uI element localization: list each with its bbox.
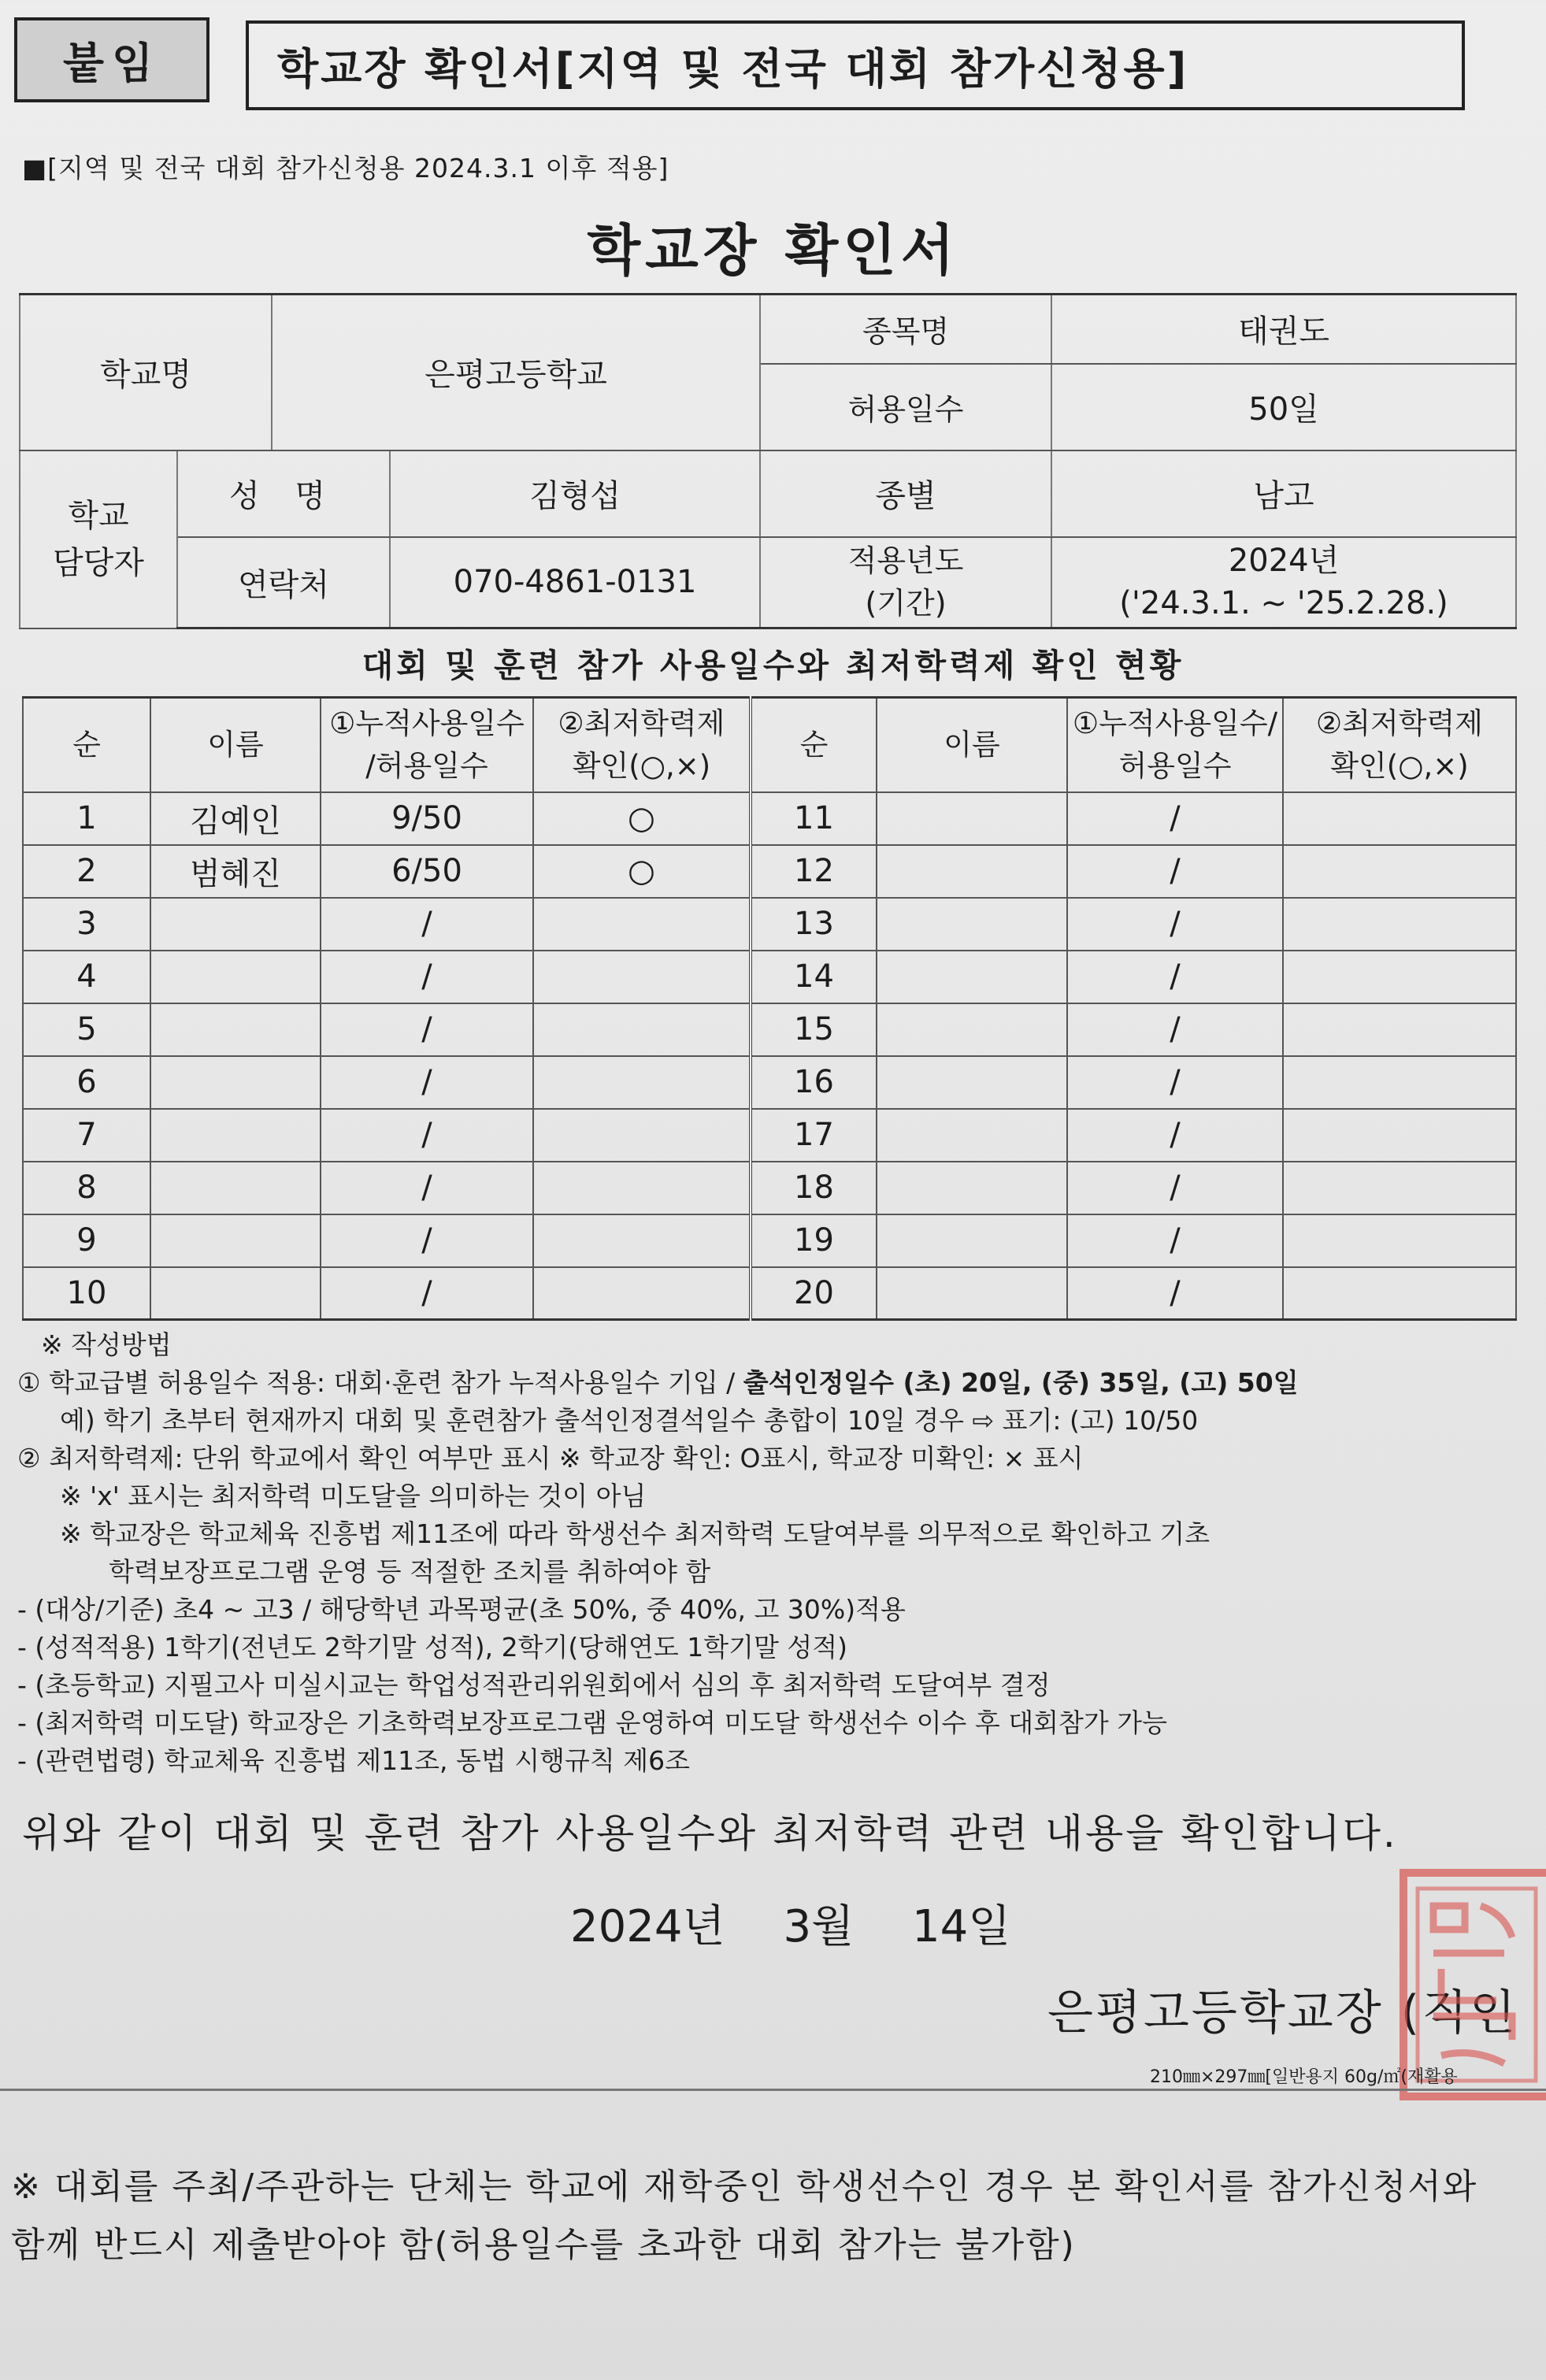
instruction-line — [17, 1704, 1545, 1742]
row-no-right: 19 — [751, 1214, 877, 1267]
instruction-text: 학력보장프로그램 운영 등 적절한 조치를 취하여야 함 — [109, 1556, 711, 1587]
instruction-text: ① 학교급별 허용일수 적용: 대회·훈련 참가 누적사용일수 기입 / — [17, 1367, 743, 1398]
row-no-right: 13 — [751, 898, 877, 951]
header-no-left: 순 — [23, 698, 150, 792]
row-no-right: 12 — [751, 845, 877, 898]
instruction-line — [17, 1515, 1545, 1553]
row-days-left: / — [321, 951, 533, 1003]
table-row — [23, 845, 1516, 898]
instruction-line — [17, 1364, 1545, 1402]
row-days-left: / — [321, 1214, 533, 1267]
row-no-right: 17 — [751, 1109, 877, 1162]
row-name-right — [877, 1003, 1067, 1056]
row-days-left: / — [321, 1056, 533, 1109]
sport-value: 태권도 — [1051, 295, 1516, 364]
row-days-right: / — [1067, 1109, 1283, 1162]
header-check-left: ②최저학력제 확인(○,×) — [533, 698, 751, 792]
row-days-left: / — [321, 1109, 533, 1162]
instructions-title: ※ 작성방법 — [41, 1329, 172, 1360]
row-days-left: / — [321, 1003, 533, 1056]
instruction-line — [17, 1477, 1545, 1515]
row-name-right — [877, 1214, 1067, 1267]
row-check-left — [533, 898, 751, 951]
document-title: 학교장 확인서 — [587, 218, 959, 283]
instruction-emphasis: 출석인정일수 (초) 20일, (중) 35일, (고) 50일 — [743, 1367, 1299, 1398]
manager-label: 학교 담당자 — [20, 450, 177, 628]
header-days-left: ①누적사용일수 /허용일수 — [321, 698, 533, 792]
row-check-left — [533, 1162, 751, 1214]
table-row — [23, 951, 1516, 1003]
row-no-right: 18 — [751, 1162, 877, 1214]
athlete-roster-table — [22, 696, 1517, 1321]
row-days-right: / — [1067, 1162, 1283, 1214]
row-no-right: 16 — [751, 1056, 877, 1109]
row-check-left — [533, 1056, 751, 1109]
row-days-right: / — [1067, 845, 1283, 898]
table-row — [23, 1162, 1516, 1214]
school-name-value: 은평고등학교 — [272, 295, 760, 450]
row-name-left: 범혜진 — [150, 845, 321, 898]
row-days-right: / — [1067, 898, 1283, 951]
row-no-right: 20 — [751, 1267, 877, 1320]
instruction-line — [17, 1666, 1545, 1704]
row-check-right — [1283, 1267, 1516, 1320]
sport-label: 종목명 — [760, 295, 1051, 364]
row-days-left: / — [321, 898, 533, 951]
row-check-right — [1283, 1056, 1516, 1109]
instruction-text: 예) 학기 초부터 현재까지 대회 및 훈련참가 출석인정결석일수 총합이 10일 경우 ⇨ 표기: (고) 10/50 — [60, 1405, 1199, 1436]
date-year: 2024년 — [570, 1901, 725, 1952]
row-name-right — [877, 1109, 1067, 1162]
roster-section-title: 대회 및 훈련 참가 사용일수와 최저학력제 확인 현황 — [361, 647, 1185, 684]
row-check-right — [1283, 792, 1516, 845]
form-header-title: 학교장 확인서[지역 및 전국 대회 참가신청용] — [246, 20, 1465, 110]
row-name-right — [877, 951, 1067, 1003]
row-no-left: 4 — [23, 951, 150, 1003]
table-row — [23, 1214, 1516, 1267]
instruction-line — [17, 1591, 1545, 1629]
row-check-left — [533, 1109, 751, 1162]
row-days-right: / — [1067, 951, 1283, 1003]
header-check-right: ②최저학력제 확인(○,×) — [1283, 698, 1516, 792]
row-name-right — [877, 1162, 1067, 1214]
gender-label: 종별 — [760, 450, 1051, 537]
instruction-text: - (대상/기준) 초4 ~ 고3 / 해당학년 과목평균(초 50%, 중 40%, 고 30%)적용 — [17, 1594, 906, 1625]
period-value: 2024년 ('24.3.1. ~ '25.2.28.) — [1051, 537, 1516, 628]
row-check-right — [1283, 1214, 1516, 1267]
instruction-text: - (초등학교) 지필고사 미실시교는 학업성적관리위원회에서 심의 후 최저학력 도달여부 결정 — [17, 1670, 1051, 1700]
instruction-line — [17, 1629, 1545, 1666]
instructions — [17, 1326, 1545, 1780]
row-name-left — [150, 1109, 321, 1162]
row-no-left: 2 — [23, 845, 150, 898]
row-no-left: 1 — [23, 792, 150, 845]
attachment-tag: 붙임 — [14, 17, 209, 102]
row-no-left: 5 — [23, 1003, 150, 1056]
table-row — [23, 792, 1516, 845]
row-no-left: 8 — [23, 1162, 150, 1214]
table-row — [23, 898, 1516, 951]
contact-label: 연락처 — [177, 537, 390, 628]
row-check-left — [533, 1003, 751, 1056]
row-days-left: 6/50 — [321, 845, 533, 898]
row-check-left: ○ — [533, 845, 751, 898]
row-name-right — [877, 792, 1067, 845]
row-no-left: 9 — [23, 1214, 150, 1267]
applicability-note: ■[지역 및 전국 대회 참가신청용 2024.3.1 이후 적용] — [22, 153, 669, 184]
row-check-right — [1283, 951, 1516, 1003]
row-days-right: / — [1067, 792, 1283, 845]
row-name-left — [150, 951, 321, 1003]
instruction-line — [17, 1402, 1545, 1440]
table-row — [23, 1056, 1516, 1109]
row-check-left: ○ — [533, 792, 751, 845]
table-row — [23, 1267, 1516, 1320]
row-check-left — [533, 1214, 751, 1267]
row-no-right: 14 — [751, 951, 877, 1003]
row-name-left — [150, 1267, 321, 1320]
row-check-right — [1283, 1003, 1516, 1056]
header-days-right: ①누적사용일수/ 허용일수 — [1067, 698, 1283, 792]
header-name-right: 이름 — [877, 698, 1067, 792]
row-no-left: 7 — [23, 1109, 150, 1162]
instruction-text: - (관련법령) 학교체육 진흥법 제11조, 동법 시행규칙 제6조 — [17, 1745, 690, 1776]
date-day: 14일 — [911, 1901, 1011, 1952]
period-label: 적용년도 (기간) — [760, 537, 1051, 628]
instruction-text: ② 최저학력제: 단위 학교에서 확인 여부만 표시 ※ 학교장 확인: O표시, 학교장 미확인: × 표시 — [17, 1443, 1084, 1474]
gender-value: 남고 — [1051, 450, 1516, 537]
row-check-right — [1283, 1109, 1516, 1162]
table-row — [23, 1003, 1516, 1056]
row-check-right — [1283, 845, 1516, 898]
footer-notice: ※ 대회를 주최/주관하는 단체는 학교에 재학중인 학생선수인 경우 본 확인서를 참가신청서와 함께 반드시 제출받아야 함(허용일수를 초과한 대회 참가는 불가함) — [11, 2167, 1478, 2265]
principal-signature: 은평고등학교장 (직인 — [1047, 1985, 1518, 2041]
instruction-text: - (성적적용) 1학기(전년도 2학기말 성적), 2학기(당해연도 1학기말 성적) — [17, 1632, 848, 1663]
row-name-right — [877, 845, 1067, 898]
row-no-left: 6 — [23, 1056, 150, 1109]
row-name-right — [877, 898, 1067, 951]
manager-name-value: 김형섭 — [390, 450, 760, 537]
manager-name-label: 성 명 — [177, 450, 390, 537]
instruction-text: ※ 'x' 표시는 최저학력 미도달을 의미하는 것이 아님 — [60, 1481, 647, 1511]
row-days-right: / — [1067, 1214, 1283, 1267]
instruction-text: - (최저학력 미도달) 학교장은 기초학력보장프로그램 운영하여 미도달 학생선수 이수 후 대회참가 가능 — [17, 1707, 1168, 1738]
issue-date — [570, 1892, 1055, 1955]
row-no-left: 3 — [23, 898, 150, 951]
row-days-right: / — [1067, 1003, 1283, 1056]
row-days-right: / — [1067, 1267, 1283, 1320]
table-row — [23, 1109, 1516, 1162]
row-name-left — [150, 1056, 321, 1109]
row-name-left — [150, 898, 321, 951]
row-name-left — [150, 1162, 321, 1214]
row-name-left: 김예인 — [150, 792, 321, 845]
school-name-label: 학교명 — [20, 295, 272, 450]
row-no-right: 15 — [751, 1003, 877, 1056]
instruction-line — [17, 1742, 1545, 1780]
contact-value: 070-4861-0131 — [390, 537, 760, 628]
row-days-right: / — [1067, 1056, 1283, 1109]
date-month: 3월 — [783, 1901, 855, 1952]
row-name-right — [877, 1056, 1067, 1109]
row-days-left: / — [321, 1162, 533, 1214]
school-info-table — [19, 293, 1517, 629]
instruction-line — [17, 1553, 1545, 1591]
header-no-right: 순 — [751, 698, 877, 792]
allowed-days-value: 50일 — [1051, 364, 1516, 450]
row-days-left: 9/50 — [321, 792, 533, 845]
row-no-right: 11 — [751, 792, 877, 845]
row-name-left — [150, 1003, 321, 1056]
allowed-days-label: 허용일수 — [760, 364, 1051, 450]
paper-spec: 210㎜×297㎜[일반용지 60g/㎡(재활용 — [1150, 2067, 1458, 2087]
row-days-left: / — [321, 1267, 533, 1320]
row-name-left — [150, 1214, 321, 1267]
instruction-text: ※ 학교장은 학교체육 진흥법 제11조에 따라 학생선수 최저학력 도달여부를 의무적으로 확인하고 기초 — [60, 1518, 1210, 1549]
instruction-line — [17, 1440, 1545, 1477]
header-name-left: 이름 — [150, 698, 321, 792]
row-check-right — [1283, 1162, 1516, 1214]
row-check-left — [533, 1267, 751, 1320]
row-check-right — [1283, 898, 1516, 951]
row-check-left — [533, 951, 751, 1003]
row-name-right — [877, 1267, 1067, 1320]
confirmation-statement: 위와 같이 대회 및 훈련 참가 사용일수와 최저학력 관련 내용을 확인합니다. — [22, 1811, 1398, 1856]
row-no-left: 10 — [23, 1267, 150, 1320]
divider — [0, 2089, 1546, 2091]
